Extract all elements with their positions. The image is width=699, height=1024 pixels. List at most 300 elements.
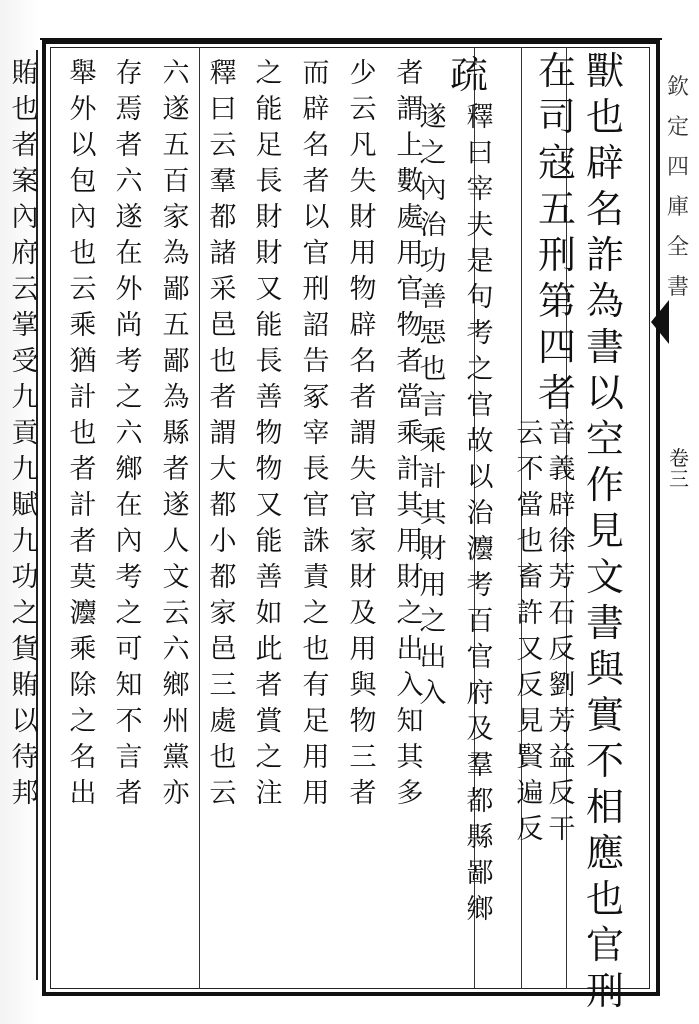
margin-header-glyph: 欽 (666, 75, 689, 100)
glyph: 鄙 (162, 346, 190, 377)
glyph: 府 (466, 678, 494, 709)
glyph: 官 (466, 390, 494, 421)
glyph: 遂 (162, 94, 190, 125)
glyph: 能 (255, 310, 283, 341)
glyph: 用 (396, 526, 424, 557)
column-5 (338, 60, 388, 816)
glyph: 乘 (69, 310, 97, 341)
glyph: 在 (537, 49, 576, 93)
glyph: 灋 (69, 598, 97, 629)
glyph: 鄉 (115, 454, 143, 485)
glyph: 長 (302, 454, 330, 485)
column-8 (198, 60, 248, 816)
glyph: 其 (396, 742, 424, 773)
glyph: 者 (162, 454, 190, 485)
glyph: 言 (419, 390, 447, 421)
glyph: 六 (162, 634, 190, 665)
glyph: 九 (11, 454, 39, 485)
glyph: 名 (69, 742, 97, 773)
glyph: 小 (209, 526, 237, 557)
glyph: 長 (255, 166, 283, 197)
glyph: 官 (466, 642, 494, 673)
glyph: 遂 (419, 102, 447, 133)
glyph: 處 (396, 202, 424, 233)
glyph: 都 (209, 490, 237, 521)
glyph: 之 (255, 58, 283, 89)
glyph: 都 (209, 202, 237, 233)
glyph: 邦 (11, 778, 39, 809)
glyph: 云 (11, 274, 39, 305)
glyph: 羣 (209, 166, 237, 197)
column-11 (58, 60, 108, 816)
margin-header (664, 40, 694, 990)
glyph: 三 (209, 670, 237, 701)
glyph: 五 (162, 130, 190, 161)
glyph: 善 (419, 282, 447, 313)
column-2-main (532, 49, 582, 420)
glyph: 掌 (11, 310, 39, 341)
glyph: 徐 (548, 526, 576, 557)
glyph: 義 (548, 454, 576, 485)
margin-header-glyph: 四 (666, 155, 689, 180)
glyph: 入 (419, 678, 447, 709)
glyph: 考 (115, 562, 143, 593)
glyph: 也 (585, 95, 624, 139)
glyph: 益 (548, 742, 576, 773)
glyph: 者 (209, 382, 237, 413)
glyph: 尚 (115, 310, 143, 341)
glyph: 用 (396, 238, 424, 269)
glyph: 其 (396, 490, 424, 521)
glyph: 反 (548, 634, 576, 665)
glyph: 焉 (115, 94, 143, 125)
glyph: 誅 (302, 526, 330, 557)
glyph: 為 (162, 238, 190, 269)
glyph: 者 (396, 346, 424, 377)
glyph: 之 (466, 354, 494, 385)
glyph: 賄 (11, 58, 39, 89)
glyph: 家 (209, 598, 237, 629)
column-10 (104, 60, 154, 816)
glyph: 案 (11, 166, 39, 197)
glyph: 以 (11, 706, 39, 737)
glyph: 也 (209, 742, 237, 773)
glyph: 畜 (516, 562, 544, 593)
glyph: 文 (585, 555, 624, 599)
glyph: 也 (69, 238, 97, 269)
glyph: 謂 (349, 418, 377, 449)
glyph: 上 (396, 130, 424, 161)
glyph: 者 (396, 58, 424, 89)
margin-header-glyph: 書 (666, 275, 689, 300)
glyph: 財 (419, 534, 447, 565)
glyph: 者 (69, 526, 97, 557)
glyph: 注 (255, 778, 283, 809)
glyph: 貨 (11, 634, 39, 665)
glyph: 少 (349, 58, 377, 89)
glyph: 者 (115, 130, 143, 161)
glyph: 包 (69, 166, 97, 197)
glyph: 云 (349, 94, 377, 125)
glyph: 遂 (162, 490, 190, 521)
glyph: 舉 (69, 58, 97, 89)
glyph: 見 (516, 706, 544, 737)
glyph: 六 (115, 418, 143, 449)
glyph: 乘 (419, 426, 447, 457)
glyph: 出 (69, 778, 97, 809)
glyph: 物 (349, 274, 377, 305)
glyph: 用 (349, 238, 377, 269)
glyph: 謂 (396, 94, 424, 125)
glyph: 計 (419, 462, 447, 493)
glyph: 猶 (69, 346, 97, 377)
glyph: 者 (115, 778, 143, 809)
glyph: 外 (69, 94, 97, 125)
glyph: 人 (162, 526, 190, 557)
glyph: 待 (11, 742, 39, 773)
margin-header-glyph: 全 (666, 235, 689, 260)
glyph: 善 (255, 382, 283, 413)
glyph: 官 (396, 274, 424, 305)
glyph: 內 (11, 202, 39, 233)
glyph: 不 (115, 706, 143, 737)
glyph: 句 (466, 282, 494, 313)
glyph: 也 (585, 877, 624, 921)
glyph: 當 (396, 382, 424, 413)
column-2-annotation-left (505, 420, 555, 852)
glyph: 諸 (209, 238, 237, 269)
glyph: 官 (585, 923, 624, 967)
glyph: 九 (11, 382, 39, 413)
glyph: 四 (537, 325, 576, 369)
glyph: 采 (209, 274, 237, 305)
column-9 (151, 60, 201, 816)
glyph: 用 (419, 570, 447, 601)
glyph: 云 (516, 418, 544, 449)
glyph: 鄉 (162, 670, 190, 701)
glyph: 者 (349, 778, 377, 809)
glyph: 知 (396, 706, 424, 737)
glyph: 考 (466, 318, 494, 349)
glyph: 干 (548, 814, 576, 845)
glyph: 遂 (115, 202, 143, 233)
glyph: 詔 (302, 310, 330, 341)
glyph: 反 (516, 814, 544, 845)
glyph: 都 (466, 786, 494, 817)
glyph: 之 (396, 598, 424, 629)
glyph: 外 (115, 274, 143, 305)
glyph: 官 (302, 238, 330, 269)
glyph: 獸 (585, 49, 624, 93)
glyph: 以 (585, 371, 624, 415)
glyph: 能 (255, 94, 283, 125)
glyph: 者 (349, 382, 377, 413)
glyph: 乘 (396, 418, 424, 449)
glyph: 在 (115, 490, 143, 521)
glyph: 見 (585, 509, 624, 553)
glyph: 辟 (585, 141, 624, 185)
column-4 (385, 60, 435, 816)
glyph: 遍 (516, 778, 544, 809)
glyph: 不 (585, 739, 624, 783)
column-3-annotation-right (455, 104, 505, 932)
glyph: 釋 (466, 102, 494, 133)
glyph: 及 (466, 714, 494, 745)
glyph: 除 (69, 670, 97, 701)
glyph: 與 (349, 670, 377, 701)
glyph: 刑 (585, 969, 624, 1013)
glyph: 曰 (466, 138, 494, 169)
glyph: 詐 (585, 233, 624, 277)
glyph: 辟 (349, 310, 377, 341)
glyph: 貢 (11, 418, 39, 449)
glyph: 多 (396, 778, 424, 809)
glyph: 者 (302, 166, 330, 197)
glyph: 計 (69, 382, 97, 413)
glyph: 之 (115, 382, 143, 413)
glyph: 羣 (466, 750, 494, 781)
glyph: 惡 (419, 318, 447, 349)
glyph: 物 (396, 310, 424, 341)
glyph: 名 (302, 130, 330, 161)
glyph: 是 (466, 246, 494, 277)
glyph: 作 (585, 463, 624, 507)
glyph: 寇 (537, 141, 576, 185)
glyph: 之 (69, 706, 97, 737)
glyph: 有 (302, 670, 330, 701)
glyph: 邑 (209, 310, 237, 341)
glyph: 劉 (548, 670, 576, 701)
glyph: 音 (548, 418, 576, 449)
glyph: 功 (11, 562, 39, 593)
glyph: 又 (255, 490, 283, 521)
glyph: 反 (516, 670, 544, 701)
glyph: 名 (349, 346, 377, 377)
glyph: 出 (419, 642, 447, 673)
glyph: 云 (69, 274, 97, 305)
glyph: 也 (209, 346, 237, 377)
glyph: 考 (466, 570, 494, 601)
glyph: 云 (209, 778, 237, 809)
glyph: 州 (162, 706, 190, 737)
glyph: 為 (162, 382, 190, 413)
glyph: 大 (209, 454, 237, 485)
glyph: 夫 (466, 210, 494, 241)
glyph: 乘 (69, 634, 97, 665)
glyph: 數 (396, 166, 424, 197)
glyph: 百 (162, 166, 190, 197)
glyph: 九 (11, 526, 39, 557)
glyph: 六 (162, 58, 190, 89)
glyph: 反 (548, 778, 576, 809)
glyph: 辟 (302, 94, 330, 125)
glyph: 都 (209, 562, 237, 593)
glyph: 故 (466, 426, 494, 457)
glyph: 物 (255, 418, 283, 449)
glyph: 第 (537, 279, 576, 323)
glyph: 刑 (537, 233, 576, 277)
glyph: 空 (585, 417, 624, 461)
glyph: 物 (255, 454, 283, 485)
column-7 (244, 60, 294, 816)
column-1 (580, 49, 630, 1018)
glyph: 文 (162, 562, 190, 593)
glyph: 莫 (69, 562, 97, 593)
glyph: 也 (419, 354, 447, 385)
glyph: 凡 (349, 130, 377, 161)
glyph: 賦 (11, 490, 39, 521)
glyph: 不 (516, 454, 544, 485)
glyph: 也 (302, 634, 330, 665)
glyph: 如 (255, 598, 283, 629)
glyph: 之 (419, 606, 447, 637)
column-13 (0, 60, 50, 816)
glyph: 計 (396, 454, 424, 485)
glyph: 家 (349, 526, 377, 557)
margin-header-glyph: 庫 (666, 195, 689, 220)
glyph: 冢 (302, 382, 330, 413)
glyph: 之 (115, 598, 143, 629)
glyph: 五 (537, 187, 576, 231)
margin-header-glyph: 定 (666, 115, 689, 140)
glyph: 及 (349, 598, 377, 629)
glyph: 內 (115, 526, 143, 557)
glyph: 云 (209, 130, 237, 161)
glyph: 宰 (466, 174, 494, 205)
glyph: 財 (396, 562, 424, 593)
glyph: 治 (466, 498, 494, 529)
glyph: 考 (115, 346, 143, 377)
glyph: 能 (255, 526, 283, 557)
glyph: 亦 (162, 778, 190, 809)
glyph: 又 (516, 634, 544, 665)
glyph: 足 (255, 130, 283, 161)
glyph: 也 (516, 526, 544, 557)
glyph: 內 (69, 202, 97, 233)
glyph: 功 (419, 246, 447, 277)
glyph: 在 (115, 238, 143, 269)
glyph: 賢 (516, 742, 544, 773)
glyph: 縣 (162, 418, 190, 449)
glyph: 芳 (548, 706, 576, 737)
column-3-shu (444, 53, 494, 102)
glyph: 者 (11, 130, 39, 161)
glyph: 物 (349, 706, 377, 737)
glyph: 可 (115, 634, 143, 665)
column-6 (291, 60, 341, 816)
glyph: 邑 (209, 634, 237, 665)
glyph: 名 (585, 187, 624, 231)
glyph: 處 (209, 706, 237, 737)
glyph: 辟 (548, 490, 576, 521)
glyph: 實 (585, 693, 624, 737)
glyph: 六 (115, 166, 143, 197)
glyph: 黨 (162, 742, 190, 773)
glyph: 用 (302, 742, 330, 773)
glyph: 責 (302, 562, 330, 593)
glyph: 者 (69, 454, 97, 485)
glyph: 也 (11, 94, 39, 125)
glyph: 芳 (548, 562, 576, 593)
glyph: 應 (585, 831, 624, 875)
glyph: 石 (548, 598, 576, 629)
glyph: 當 (516, 490, 544, 521)
glyph: 此 (255, 634, 283, 665)
glyph: 之 (11, 598, 39, 629)
glyph: 縣 (466, 822, 494, 853)
glyph: 官 (302, 490, 330, 521)
glyph: 入 (396, 670, 424, 701)
glyph: 三 (349, 742, 377, 773)
glyph: 官 (349, 490, 377, 521)
glyph: 受 (11, 346, 39, 377)
glyph: 府 (11, 238, 39, 269)
glyph: 失 (349, 454, 377, 485)
glyph: 以 (69, 130, 97, 161)
glyph: 為 (585, 279, 624, 323)
glyph: 失 (349, 166, 377, 197)
glyph: 鄙 (466, 858, 494, 889)
glyph: 而 (302, 58, 330, 89)
glyph: 鄉 (466, 894, 494, 925)
glyph: 者 (255, 670, 283, 701)
glyph: 謂 (209, 418, 237, 449)
glyph: 五 (162, 310, 190, 341)
glyph: 許 (516, 598, 544, 629)
glyph: 釋 (209, 58, 237, 89)
glyph: 足 (302, 706, 330, 737)
glyph: 也 (69, 418, 97, 449)
glyph: 治 (419, 210, 447, 241)
glyph: 賞 (255, 706, 283, 737)
glyph: 財 (349, 202, 377, 233)
glyph: 用 (349, 634, 377, 665)
glyph: 者 (537, 371, 576, 415)
glyph: 善 (255, 562, 283, 593)
glyph: 用 (302, 778, 330, 809)
glyph: 存 (115, 58, 143, 89)
glyph: 財 (255, 238, 283, 269)
glyph: 之 (419, 138, 447, 169)
glyph: 財 (255, 202, 283, 233)
glyph: 又 (255, 274, 283, 305)
glyph: 計 (69, 490, 97, 521)
glyph: 內 (419, 174, 447, 205)
glyph: 云 (162, 598, 190, 629)
glyph: 灋 (466, 534, 494, 565)
glyph: 與 (585, 647, 624, 691)
glyph: 長 (255, 346, 283, 377)
glyph: 書 (585, 601, 624, 645)
glyph: 言 (115, 742, 143, 773)
glyph: 司 (537, 95, 576, 139)
glyph: 疏 (449, 53, 488, 97)
glyph: 知 (115, 670, 143, 701)
glyph: 財 (349, 562, 377, 593)
glyph: 鄙 (162, 274, 190, 305)
glyph: 刑 (302, 274, 330, 305)
glyph: 以 (302, 202, 330, 233)
glyph: 之 (302, 598, 330, 629)
glyph: 出 (396, 634, 424, 665)
glyph: 告 (302, 346, 330, 377)
glyph: 之 (255, 742, 283, 773)
glyph: 以 (466, 462, 494, 493)
glyph: 宰 (302, 418, 330, 449)
glyph: 家 (162, 202, 190, 233)
glyph: 賄 (11, 670, 39, 701)
juan-label: 卷三 (669, 446, 689, 491)
